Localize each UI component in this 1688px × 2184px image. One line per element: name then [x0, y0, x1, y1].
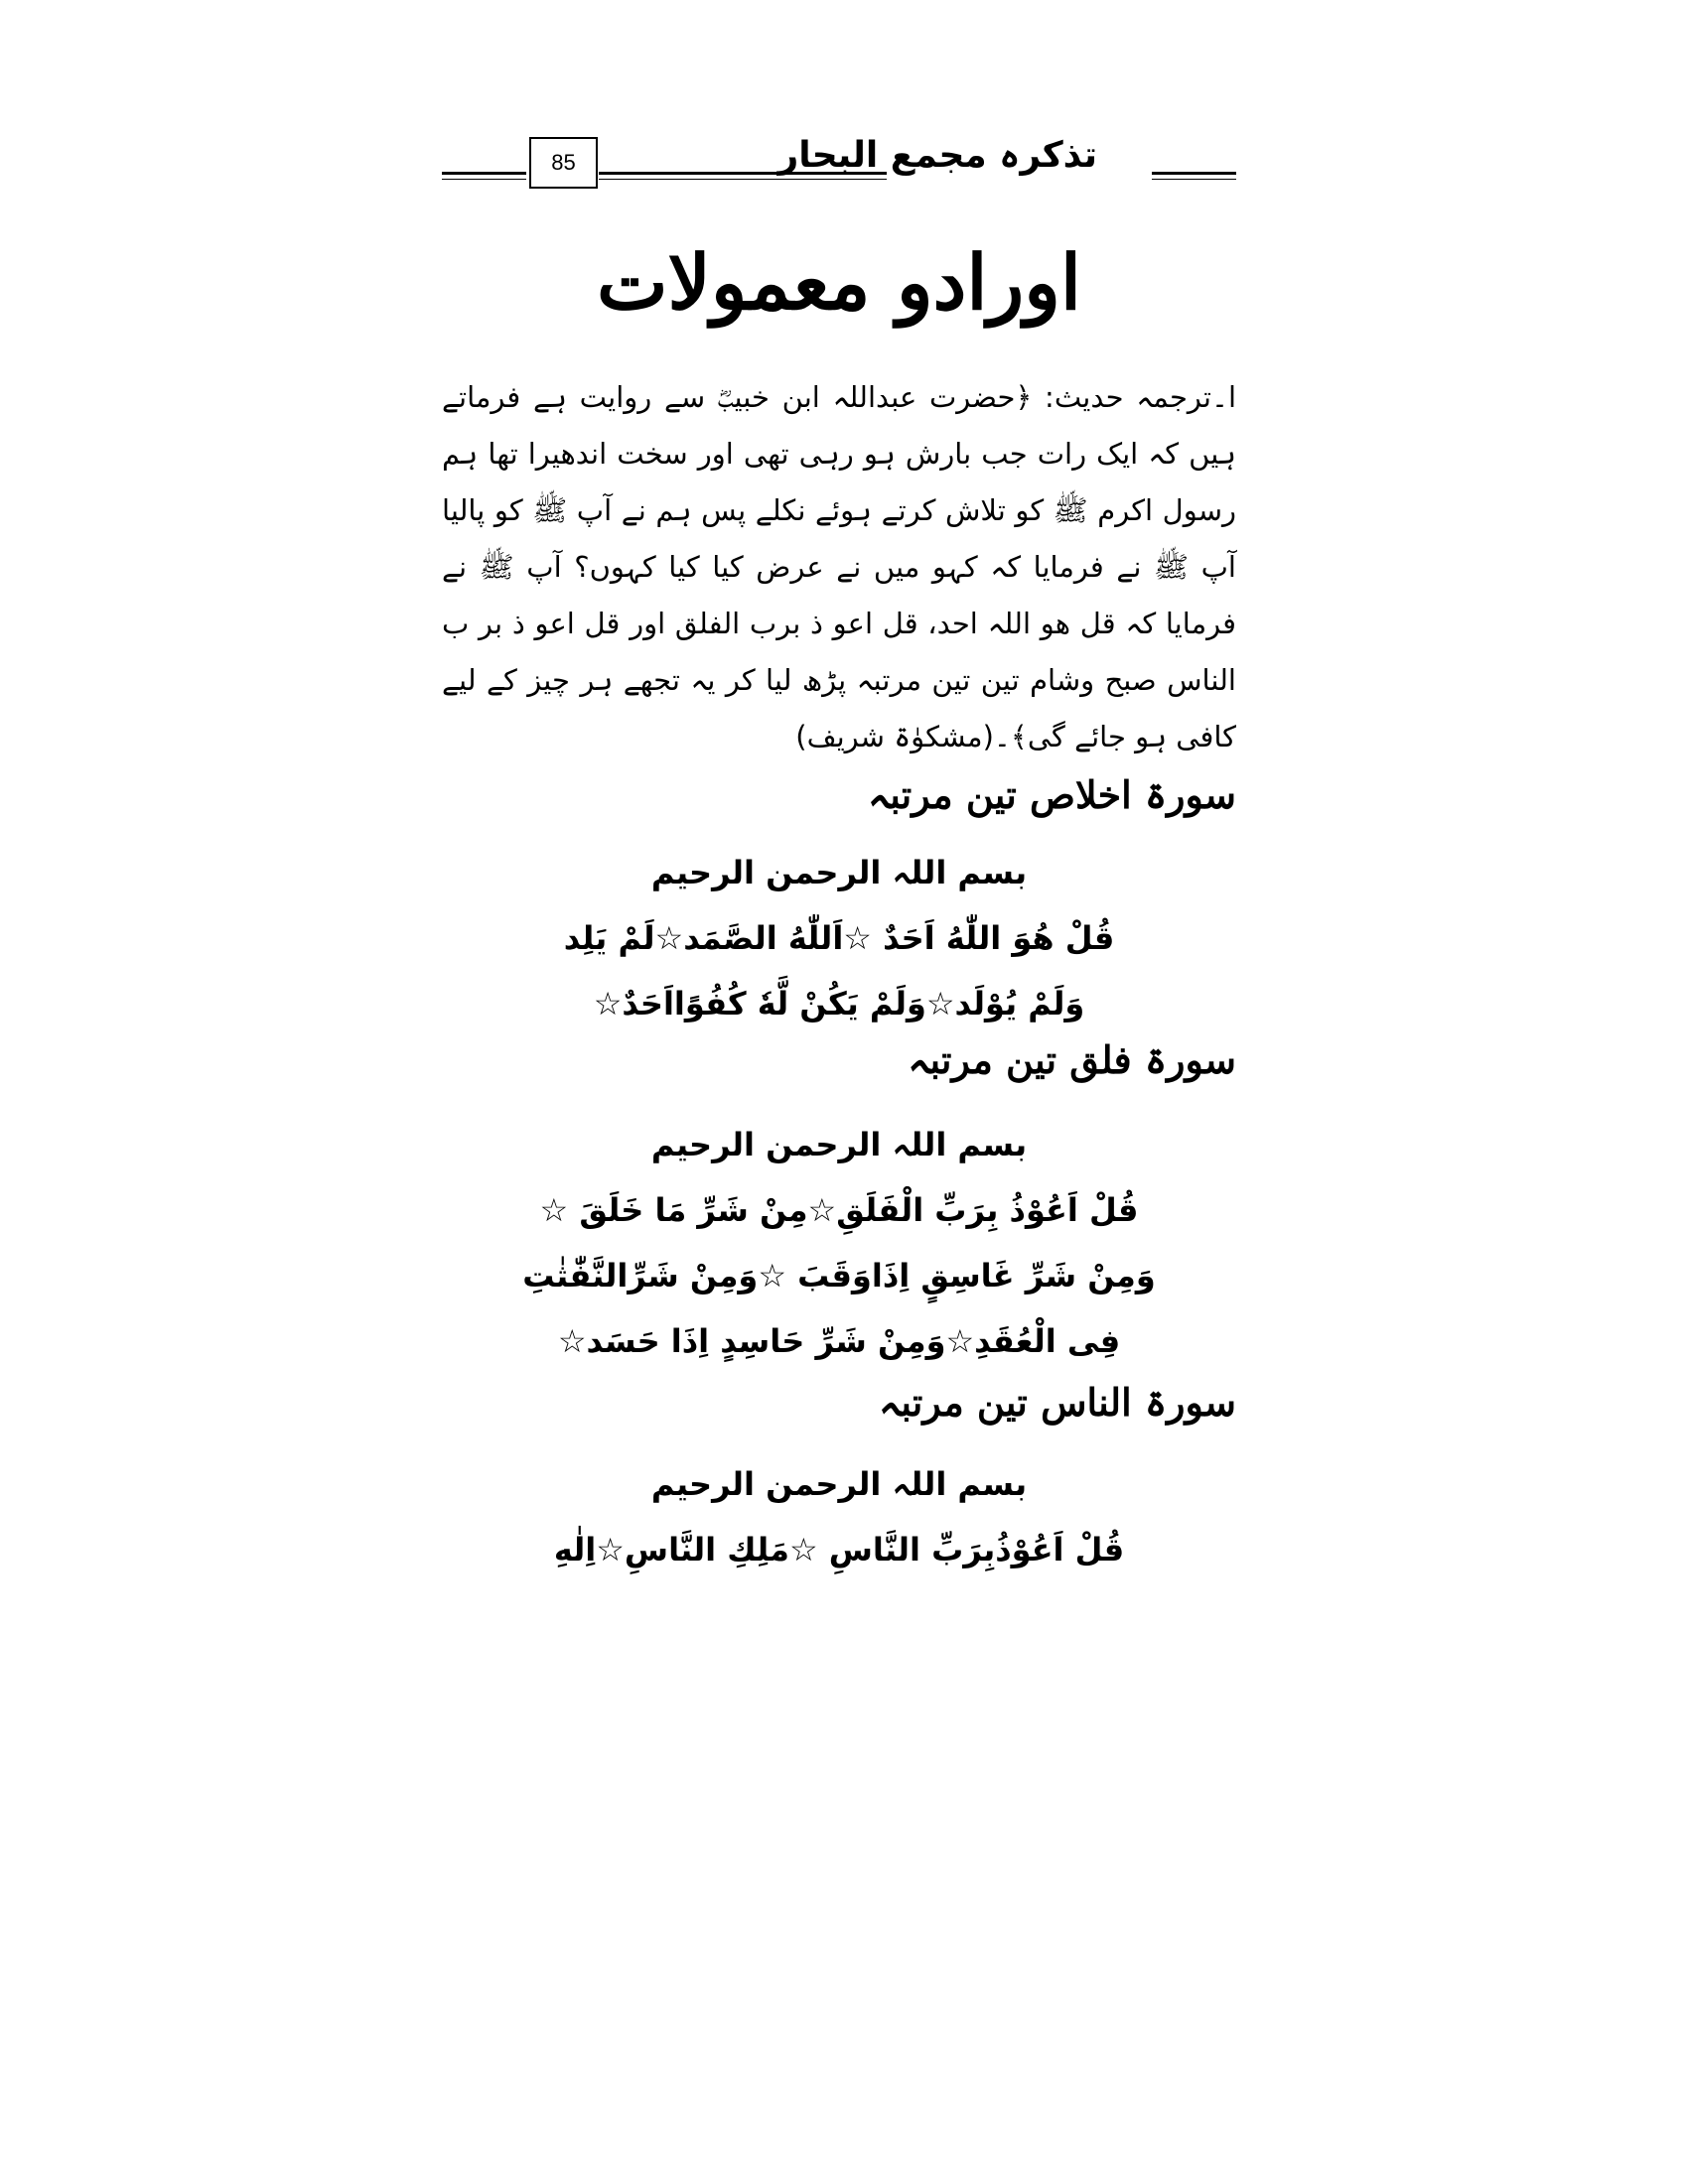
- verse-line: وَمِنْ شَرِّ غَاسِقٍ اِذَاوَقَبَ ☆وَمِنْ شَرِّالنَّفّٰثٰتِ: [522, 1257, 1156, 1295]
- section-title-falaq: سورۃ فلق تین مرتبہ: [908, 1037, 1236, 1082]
- section-title-nas: سورۃ الناس تین مرتبہ: [879, 1380, 1236, 1425]
- page-number-text: 85: [551, 150, 576, 175]
- verse-line: قُلْ هُوَ اللّٰهُ اَحَدٌ ☆اَللّٰهُ الصَّمَد☆لَمْ يَلِد: [563, 919, 1115, 957]
- verse-nas: [442, 1451, 1236, 1582]
- hadith-paragraph: [442, 369, 1236, 765]
- verse-line: وَلَمْ يُوْلَد☆وَلَمْ يَكُنْ لَّهٗ كُفُوًااَحَدٌ☆: [593, 985, 1085, 1023]
- bismillah: بسم اللہ الرحمن الرحیم: [650, 854, 1028, 891]
- verse-ikhlas: [442, 840, 1236, 1036]
- verse-line: فِى الْعُقَدِ☆وَمِنْ شَرِّ حَاسِدٍ اِذَا حَسَد☆: [557, 1322, 1121, 1360]
- verse-falaq: [442, 1112, 1236, 1374]
- verse-line: قُلْ اَعُوْذُ بِرَبِّ الْفَلَقِ☆مِنْ شَرِّ مَا خَلَقَ ☆: [539, 1191, 1139, 1229]
- page-number: [529, 137, 598, 189]
- page-title: اورادو معمولات: [596, 238, 1082, 327]
- verse-line: قُلْ اَعُوْذُبِرَبِّ النَّاسِ ☆مَلِكِ النَّاسِ☆اِلٰهِ: [553, 1531, 1125, 1569]
- bismillah: بسم اللہ الرحمن الرحیم: [650, 1465, 1028, 1503]
- header-rule-left: [442, 172, 526, 180]
- bismillah: بسم اللہ الرحمن الرحیم: [650, 1126, 1028, 1163]
- book-title: تذکرہ مجمع البحار: [777, 135, 1097, 176]
- hadith-text: ا۔ترجمہ حدیث: ﴿حضرت عبداللہ ابن خبیبؓ سے روایت ہے فرماتے ہیں کہ ایک رات جب بارش ہو رہی تھی اور سخت اندھیرا تھا ہم رسول اکرم ﷺ کو تلاش کرتے ہوئے نکلے پس ہم نے آپ ﷺ کو پالیا آپ ﷺ نے فرمایا کہ کہو میں نے عرض کیا کیا کہوں؟ آپ ﷺ نے فرمایا کہ قل ھو اللہ احد، قل اعو ذ برب الفلق اور قل اعو ذ بر ب الناس صبح وشام تین تین مرتبہ پڑھ لیا کر یہ تجھے ہر چیز کے لیے کافی ہو جائے گی﴾۔(مشکوٰۃ شریف): [442, 380, 1236, 753]
- section-title-ikhlas: سورۃ اخلاص تین مرتبہ: [867, 772, 1236, 817]
- header-rule-right: [1152, 172, 1236, 180]
- page-header: [442, 129, 1236, 189]
